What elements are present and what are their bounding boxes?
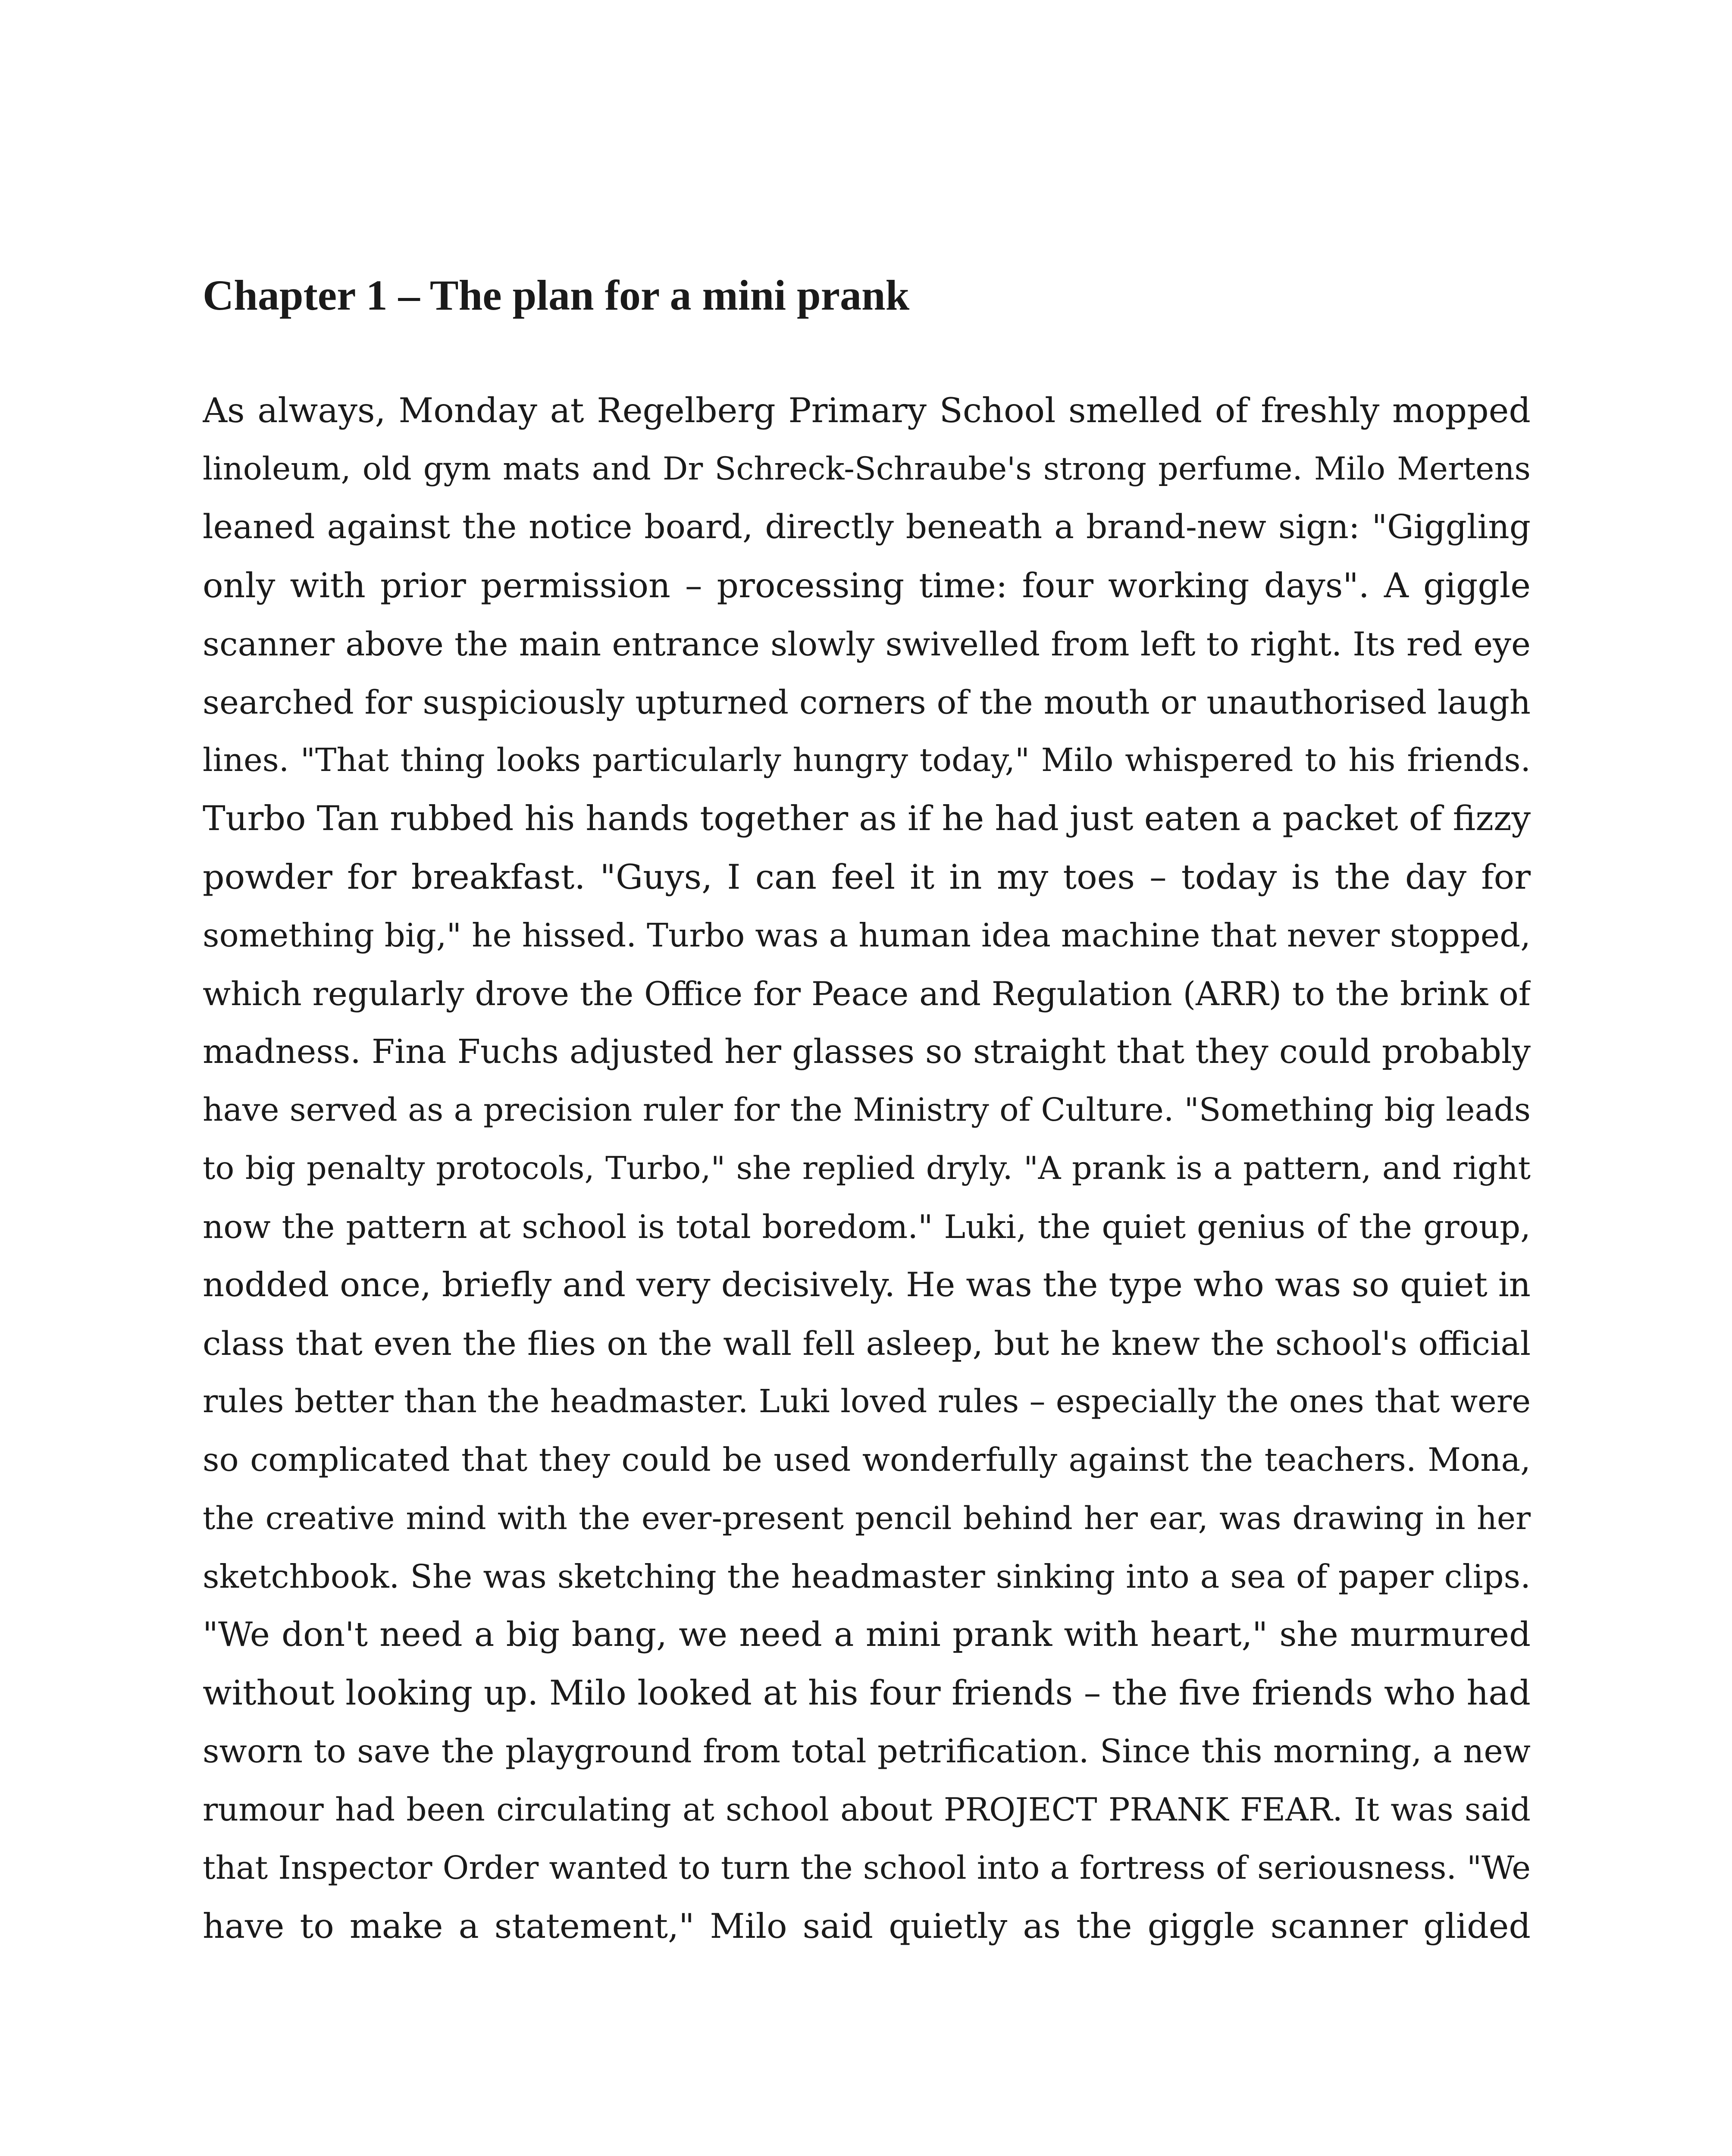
- text-line: without looking up. Milo looked at his four friends – the five friends who had: [203, 1673, 1531, 1713]
- text-line: have served as a precision ruler for the Ministry of Culture. "Something big leads: [203, 1091, 1531, 1129]
- text-line: sketchbook. She was sketching the headmaster sinking into a sea of paper clips.: [203, 1557, 1531, 1595]
- text-line: lines. "That thing looks particularly hungry today," Milo whispered to his friends.: [203, 742, 1531, 779]
- text-line: class that even the flies on the wall fell asleep, but he knew the school's official: [203, 1324, 1531, 1363]
- text-line: leaned against the notice board, directly beneath a brand-new sign: "Giggling: [203, 508, 1531, 547]
- chapter-title: Chapter 1 – The plan for a mini prank: [203, 271, 910, 319]
- text-line: "We don't need a big bang, we need a mini prank with heart," she murmured: [203, 1615, 1531, 1654]
- text-line: which regularly drove the Office for Peace and Regulation (ARR) to the brink of: [203, 974, 1531, 1013]
- body-text: [203, 382, 1531, 1955]
- text-line: only with prior permission – processing time: four working days". A giggle: [203, 565, 1531, 605]
- text-line: madness. Fina Fuchs adjusted her glasses so straight that they could probably: [203, 1033, 1531, 1072]
- text-line: Turbo Tan rubbed his hands together as if he had just eaten a packet of fizzy: [203, 799, 1531, 839]
- text-line: to big penalty protocols, Turbo," she replied dryly. "A prank is a pattern, and right: [203, 1150, 1531, 1187]
- text-line: now the pattern at school is total boredom." Luki, the quiet genius of the group,: [203, 1207, 1531, 1246]
- text-line: rules better than the headmaster. Luki loved rules – especially the ones that were: [203, 1383, 1531, 1420]
- text-line: the creative mind with the ever-present pencil behind her ear, was drawing in her: [203, 1500, 1531, 1537]
- text-line: rumour had been circulating at school about PROJECT PRANK FEAR. It was said: [203, 1791, 1531, 1828]
- text-line: have to make a statement," Milo said quietly as the giggle scanner glided: [203, 1906, 1531, 1946]
- text-line: searched for suspiciously upturned corners of the mouth or unauthorised laugh: [203, 683, 1531, 721]
- text-line: linoleum, old gym mats and Dr Schreck-Schraube's strong perfume. Milo Mertens: [203, 451, 1531, 488]
- text-line: so complicated that they could be used wonderfully against the teachers. Mona,: [203, 1441, 1531, 1479]
- text-line: As always, Monday at Regelberg Primary School smelled of freshly mopped: [203, 391, 1531, 430]
- text-line: that Inspector Order wanted to turn the school into a fortress of seriousness. "We: [203, 1849, 1531, 1887]
- text-line: something big," he hissed. Turbo was a human idea machine that never stopped,: [203, 916, 1531, 954]
- text-line: scanner above the main entrance slowly swivelled from left to right. Its red eye: [203, 624, 1531, 663]
- text-line: nodded once, briefly and very decisively. He was the type who was so quiet in: [203, 1265, 1531, 1304]
- text-line: powder for breakfast. "Guys, I can feel it in my toes – today is the day for: [203, 857, 1531, 897]
- text-line: sworn to save the playground from total petrification. Since this morning, a new: [203, 1732, 1531, 1771]
